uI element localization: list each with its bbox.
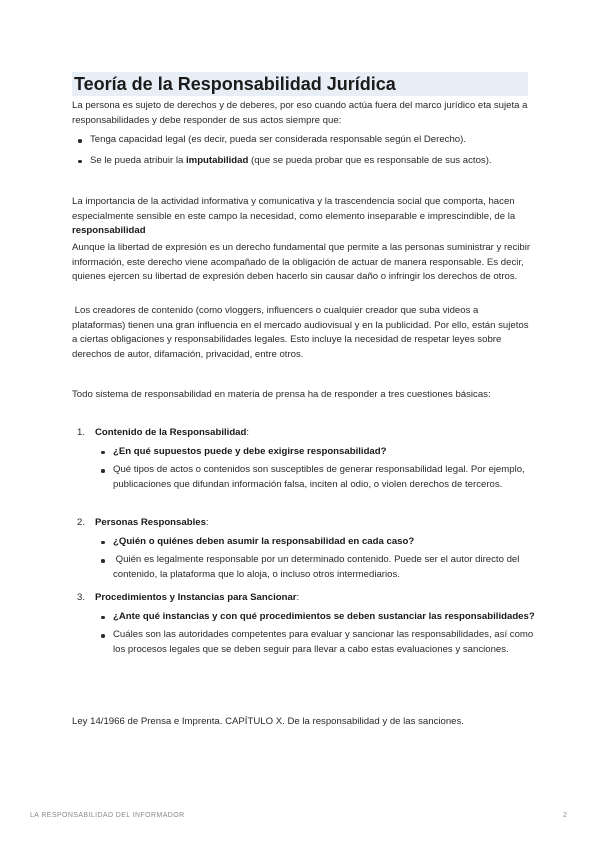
responsabilidad-term: responsabilidad bbox=[72, 225, 146, 236]
section-title: Procedimientos y Instancias para Sancionar: bbox=[95, 592, 300, 603]
answer-item: Quién es legalmente responsable por un determinado contenido. Puede ser el autor directo del contenido, la plataforma que lo aloja, o incluso otros intermediarios. bbox=[95, 553, 537, 582]
question-section-2 bbox=[77, 516, 537, 586]
question-item: ¿En qué supuestos puede y debe exigirse responsabilidad? bbox=[95, 445, 537, 460]
importance-paragraph: La importancia de la actividad informativa y comunicativa y la trascendencia social que comporta, hacen especialmente sensible en este campo la necesidad, como elemento inseparable e imprescindible, de la responsabilidad bbox=[72, 196, 516, 236]
imputabilidad-term: imputabilidad bbox=[186, 154, 249, 166]
page-number: 2 bbox=[563, 812, 567, 819]
section-title: Personas Responsables: bbox=[95, 517, 209, 528]
condition-item: Se le pueda atribuir la imputabilidad (que se pueda probar que es responsable de sus actos). bbox=[72, 154, 532, 169]
footer-title: LA RESPONSABILIDAD DEL INFORMADOR bbox=[30, 812, 185, 819]
page-title: Teoría de la Responsabilidad Jurídica bbox=[74, 74, 396, 94]
question-item: ¿Ante qué instancias y con qué procedimientos se deben sustanciar las responsabilidades? bbox=[95, 610, 537, 625]
intro-text: La persona es sujeto de derechos y de deberes, por eso cuando actúa fuera del marco jurídico eta sujeta a responsabilidades y debe responder de sus actos siempre que: bbox=[72, 100, 528, 126]
system-intro: Todo sistema de responsabilidad en materia de prensa ha de responder a tres cuestiones básicas: bbox=[72, 389, 491, 400]
section-number: 3. bbox=[77, 592, 86, 603]
creators-paragraph: Los creadores de contenido (como vloggers, influencers o cualquier creador que suba videos a plataformas) tienen una gran influencia en el mercado audiovisual y en la publicidad. Por ello, están sujetos a ciertas obligaciones y responsabilidades legales. Esto incluye la necesidad de respetar leyes sobre derechos de autor, difamación, privacidad, entre otros. bbox=[72, 305, 532, 360]
question-section-3 bbox=[77, 591, 537, 661]
conditions-list bbox=[72, 133, 532, 168]
law-reference: Ley 14/1966 de Prensa e Imprenta. CAPÍTULO X. De la responsabilidad y de las sanciones. bbox=[72, 716, 464, 727]
condition-item: Tenga capacidad legal (es decir, pueda ser considerada responsable según el Derecho). bbox=[72, 133, 532, 148]
section-title: Contenido de la Responsabilidad: bbox=[95, 427, 250, 438]
answer-item: Qué tipos de actos o contenidos son susceptibles de generar responsabilidad legal. Por ejemplo, publicaciones que difundan información falsa, inciten al odio, o violen derechos de terceros. bbox=[95, 463, 537, 492]
answer-item: Cuáles son las autoridades competentes para evaluar y sancionar las responsabilidades, así como los procesos legales que se deben seguir para llevar a cabo estas evaluaciones y sanciones. bbox=[95, 628, 537, 657]
question-item: ¿Quién o quiénes deben asumir la responsabilidad en cada caso? bbox=[95, 535, 537, 550]
section-number: 2. bbox=[77, 517, 86, 528]
freedom-paragraph: Aunque la libertad de expresión es un derecho fundamental que permite a las personas suministrar y recibir información, este derecho viene acompañado de la obligación de actuar de manera responsable. Es decir, quienes ejercen su libertad de expresión deben hacerlo sin causar daño o infringir los derechos de otros. bbox=[72, 242, 531, 282]
section-number: 1. bbox=[77, 427, 86, 438]
question-section-1 bbox=[77, 426, 537, 496]
intro-paragraph bbox=[72, 99, 532, 128]
